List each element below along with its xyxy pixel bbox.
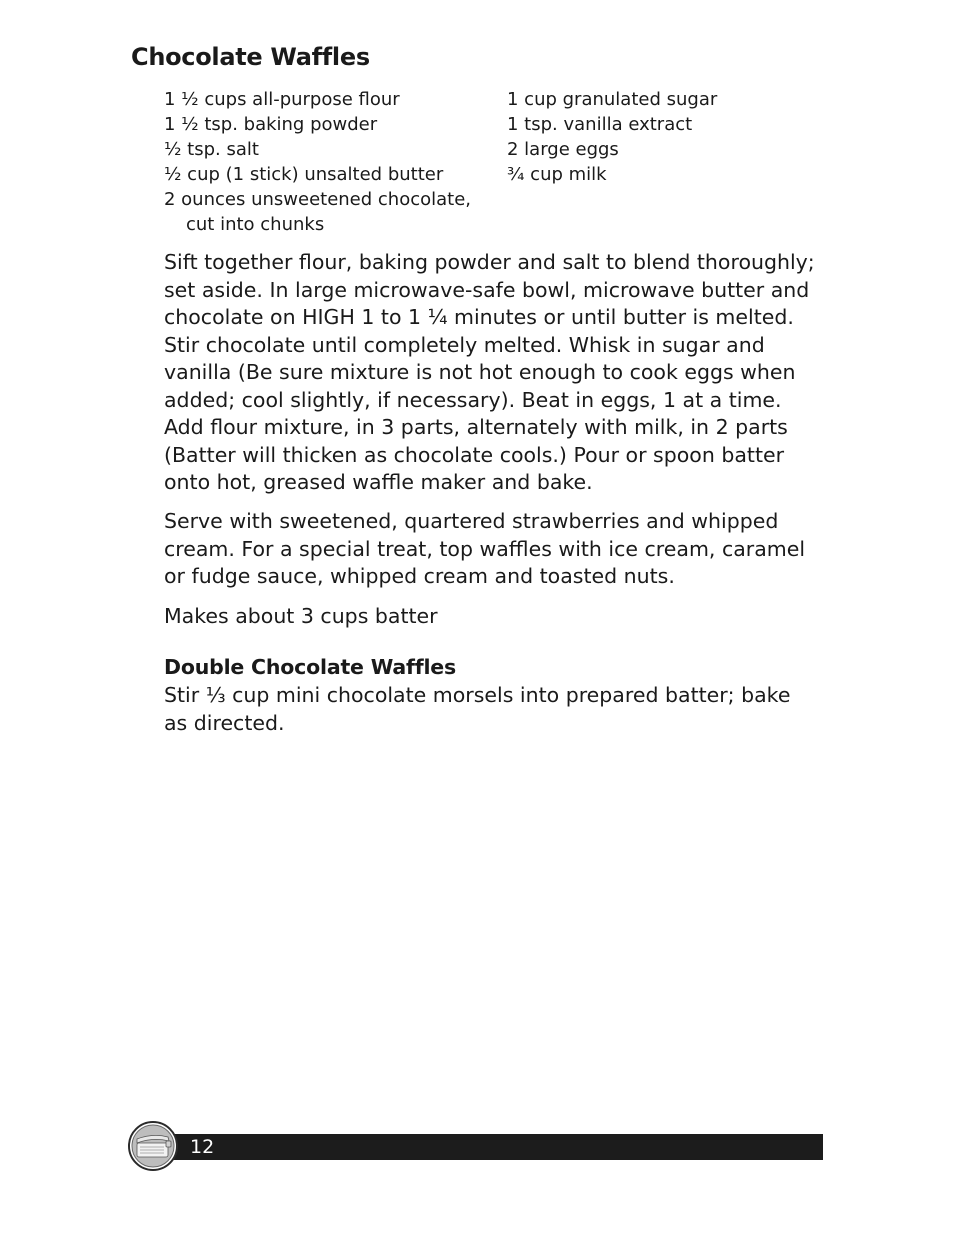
variation-title: Double Chocolate Waffles xyxy=(164,655,456,679)
footer-bar xyxy=(150,1134,823,1160)
variation-text: Stir ⅓ cup mini chocolate morsels into prepared batter; bake as directed. xyxy=(164,683,791,735)
waffle-maker-icon xyxy=(128,1121,178,1171)
ingredients-column-left xyxy=(164,87,494,237)
yield-text: Makes about 3 cups batter xyxy=(164,604,438,628)
ingredient-item: 1 cup granulated sugar xyxy=(507,89,718,110)
ingredient-item: ¾ cup milk xyxy=(507,164,607,185)
ingredient-item-text: 2 ounces unsweetened chocolate, xyxy=(164,189,472,210)
recipe-title: Chocolate Waffles xyxy=(131,43,370,71)
ingredients-column-right xyxy=(507,87,824,187)
ingredient-item: 1 tsp. vanilla extract xyxy=(507,114,693,135)
ingredient-item: 2 large eggs xyxy=(507,139,619,160)
ingredient-item: 1 ½ cups all-purpose flour xyxy=(164,89,400,110)
serving-paragraph: Serve with sweetened, quartered strawberries and whipped cream. For a special treat, top waffles with ice cream, caramel or fudge sauce, whipped cream and toasted nuts. xyxy=(164,509,806,588)
ingredient-item-continuation: cut into chunks xyxy=(186,214,325,235)
ingredient-item: ½ tsp. salt xyxy=(164,139,259,160)
directions-paragraph: Sift together flour, baking powder and salt to blend thoroughly; set aside. In large microwave-safe bowl, microwave butter and chocolate on HIGH 1 to 1 ¼ minutes or until butter is melted. Stir chocolate until completely melted. Whisk in sugar and vanilla (Be sure mixture is not hot enough to cook eggs when added; cool slightly, if necessary). Beat in eggs, 1 at a time. Add flour mixture, in 3 parts, alternately with milk, in 2 parts (Batter will thicken as chocolate cools.) Pour or spoon batter onto hot, greased waffle maker and bake. xyxy=(164,250,815,494)
ingredient-item: 1 ½ tsp. baking powder xyxy=(164,114,378,135)
ingredient-item: ½ cup (1 stick) unsalted butter xyxy=(164,164,444,185)
ingredient-item xyxy=(164,187,494,237)
page-number: 12 xyxy=(190,1136,215,1158)
